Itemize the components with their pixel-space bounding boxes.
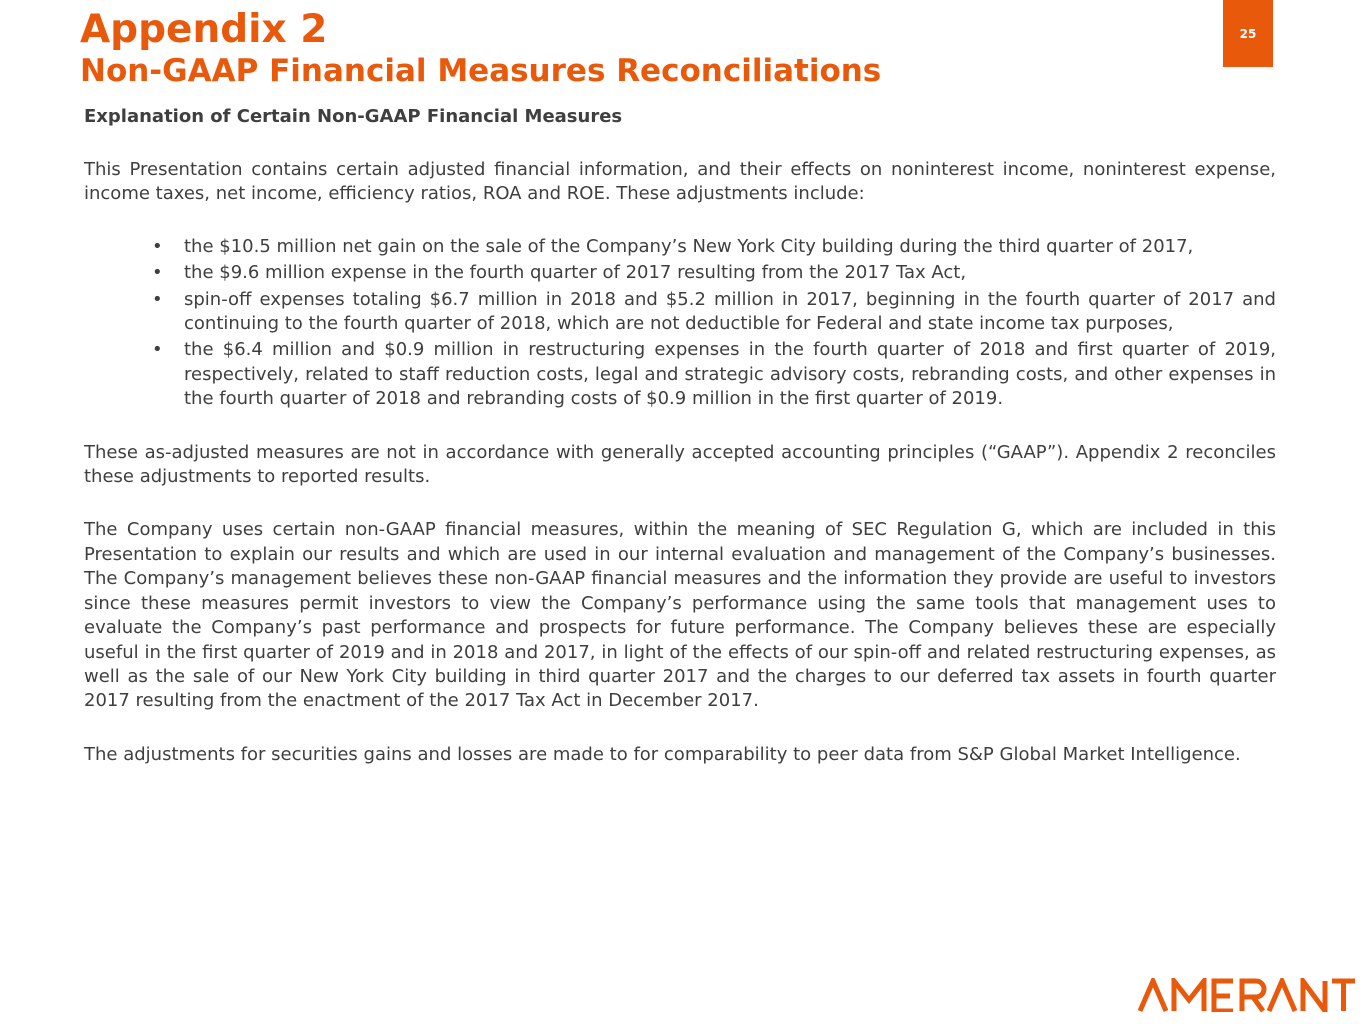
bullet-icon: • xyxy=(152,339,163,361)
page-number-badge: 25 xyxy=(1223,0,1273,67)
list-item xyxy=(152,235,1276,259)
bullet-icon: • xyxy=(152,235,163,257)
list-item-text: the $6.4 million and $0.9 million in restructuring expenses in the fourth quarter of 2018 and first quarter of 2019, respectively, related to staff reduction costs, legal and strategic advisory costs, rebranding costs, and other expenses in the fourth quarter of 2018 and rebranding costs of $0.9 million in the first quarter of 2019. xyxy=(184,339,1276,410)
content-body xyxy=(84,104,1276,767)
company-paragraph: The Company uses certain non-GAAP financial measures, within the meaning of SEC Regulation G, which are included in this Presentation to explain our results and which are used in our internal evaluation and management of the Company’s businesses. The Company’s management believes these non-GAAP financial measures and the information they provide are useful to investors since these measures permit investors to view the Company’s performance using the same tools that management uses to evaluate the Company’s past performance and prospects for future performance. The Company believes these are especially useful in the first quarter of 2019 and in 2018 and 2017, in light of the effects of our spin-off and related restructuring expenses, as well as the sale of our New York City building in third quarter 2017 and the charges to our deferred tax assets in fourth quarter 2017 resulting from the enactment of the 2017 Tax Act in December 2017. xyxy=(84,519,1276,712)
bullet-icon: • xyxy=(152,262,163,284)
list-item-text: the $9.6 million expense in the fourth quarter of 2017 resulting from the 2017 Tax Act, xyxy=(184,262,967,284)
gaap-paragraph: These as-adjusted measures are not in accordance with generally accepted accounting principles (“GAAP”). Appendix 2 reconciles these adjustments to reported results. xyxy=(84,441,1276,488)
adjustments-list xyxy=(84,235,1276,412)
amerant-logo xyxy=(1138,978,1356,1012)
bullet-icon: • xyxy=(152,288,163,310)
list-item xyxy=(152,288,1276,337)
list-item-text: spin-off expenses totaling $6.7 million in 2018 and $5.2 million in 2017, beginning in the fourth quarter of 2017 and continuing to the fourth quarter of 2018, which are not deductible for Federal and state income tax purposes, xyxy=(184,288,1276,335)
securities-paragraph: The adjustments for securities gains and losses are made to for comparability to peer data from S&P Global Market Intelligence. xyxy=(84,743,1241,765)
intro-paragraph: This Presentation contains certain adjusted financial information, and their effects on noninterest income, noninterest expense, income taxes, net income, efficiency ratios, ROA and ROE. These adjustments include: xyxy=(84,159,1276,205)
page-title: Appendix 2 xyxy=(80,7,328,52)
list-item-text: the $10.5 million net gain on the sale of the Company’s New York City building during the third quarter of 2017, xyxy=(184,235,1194,257)
list-item xyxy=(152,261,1276,285)
section-heading: Explanation of Certain Non-GAAP Financial Measures xyxy=(84,106,623,127)
page-subtitle: Non-GAAP Financial Measures Reconciliations xyxy=(80,53,882,89)
list-item xyxy=(152,338,1276,411)
